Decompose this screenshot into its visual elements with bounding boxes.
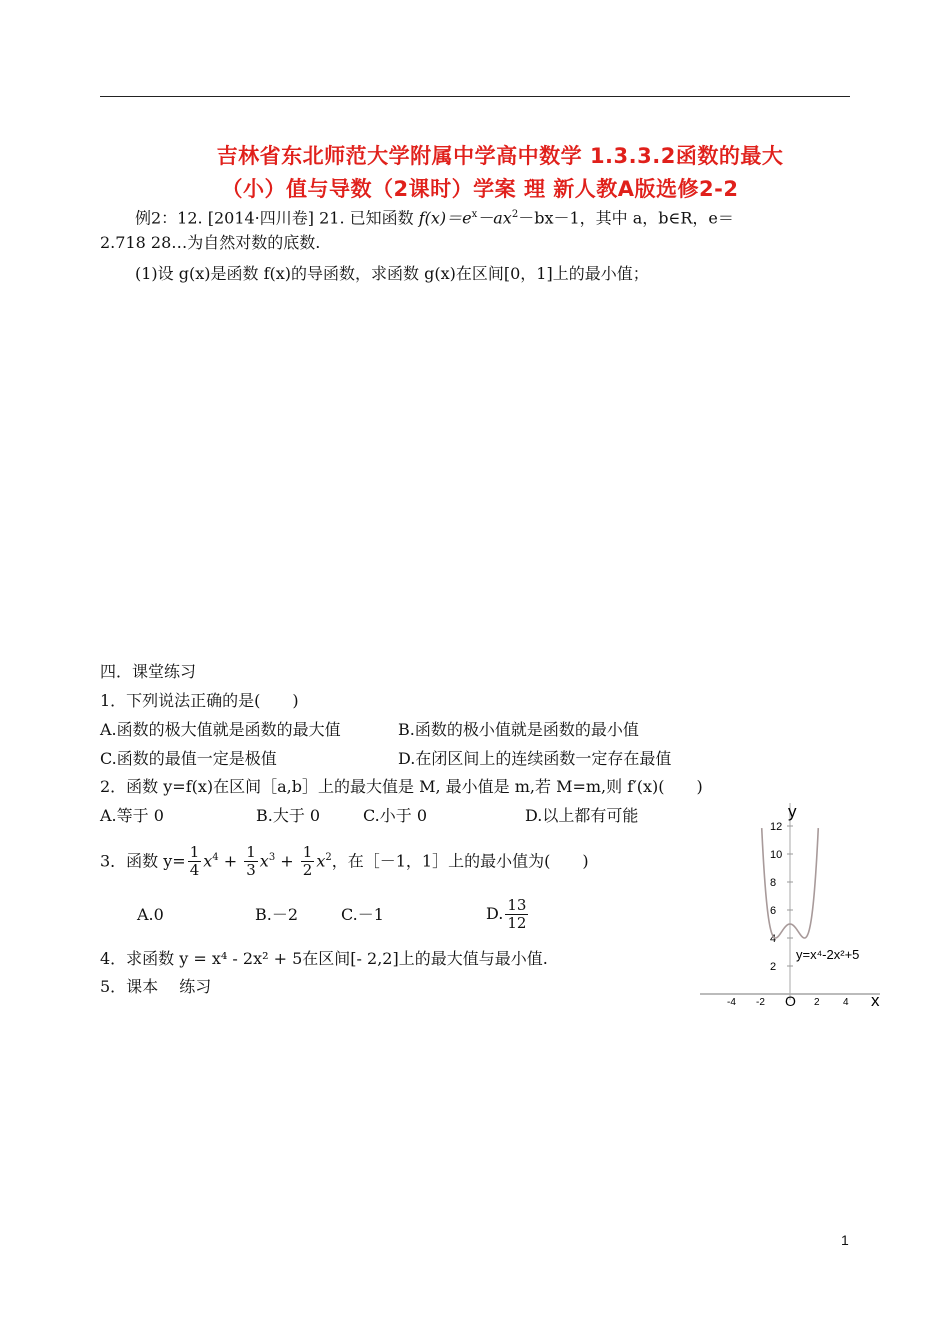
fraction-13-12: $\frac{13}{12}$: [507, 896, 527, 932]
q3-option-b: B.－2: [255, 905, 299, 924]
example-line1: 例2：12. [2014·四川卷] 21. 已知函数 $f(x)=e^x-ax^2-bx-1$，其中 a，b∈R，e＝: [135, 208, 734, 228]
x-tick-label: -4: [727, 997, 736, 1008]
q1-option-b: B.函数的极小值就是函数的最小值: [398, 720, 639, 739]
fraction-1-3: $\frac{1}{3}$: [246, 843, 256, 880]
q2-stem: 2．函数 y=f(x)在区间［a,b］上的最大值是 M, 最小值是 m,若 M=m,则 f′(x)( ): [100, 777, 703, 796]
q2-option-c: C.小于 0: [363, 806, 428, 825]
x-tick-label: 4: [843, 997, 849, 1008]
curve-label: y=x⁴-2x²+5: [796, 947, 860, 962]
graph-ticks: [727, 821, 849, 1008]
y-tick-label: 4: [770, 933, 777, 945]
q3-stem: 3．函数 y= $\frac{1}{4}$ $x^4$ + $\frac{1}{3}$ $x^3$ + $\frac{1}{2}$ $x^2$，在［－1，1］上的最小值为( ): [100, 843, 589, 880]
example-line2: 2.718 28…为自然对数的底数.: [100, 233, 321, 252]
doc-title-line1: 吉林省东北师范大学附属中学高中数学 1.3.3.2函数的最大: [216, 144, 784, 168]
fraction-1-2: $\frac{1}{2}$: [302, 843, 313, 880]
q3-option-a: A.0: [137, 905, 164, 924]
q1-option-a: A.函数的极大值就是函数的最大值: [100, 720, 341, 739]
origin-label: O: [785, 993, 796, 1009]
q1-option-d: D.在闭区间上的连续函数一定存在最值: [398, 749, 672, 768]
doc-title-line2: （小）值与导数（2课时）学案 理 新人教A版选修2-2: [221, 177, 739, 201]
x-tick-label: -2: [756, 997, 765, 1008]
fraction-1-4: $\frac{1}{4}$: [189, 843, 200, 880]
q3-option-c: C.－1: [341, 905, 384, 924]
q2-option-d: D.以上都有可能: [525, 806, 639, 825]
q2-option-b: B.大于 0: [256, 806, 321, 825]
x-axis-label: x: [871, 991, 880, 1010]
q3-option-d: D. $\frac{13}{12}$: [486, 896, 527, 932]
page-number: 1: [841, 1232, 849, 1248]
y-tick-label: 2: [770, 961, 777, 973]
header-rule: [100, 96, 850, 97]
q1-option-c: C.函数的最值一定是极值: [100, 749, 277, 768]
example-question1: (1)设 g(x)是函数 f(x)的导函数，求函数 g(x)在区间[0，1]上的最小值；: [135, 264, 649, 283]
y-tick-label: 6: [770, 905, 777, 917]
x-tick-label: 2: [814, 997, 820, 1008]
y-tick-label: 10: [770, 849, 783, 861]
q2-option-a: A.等于 0: [100, 806, 164, 825]
q1-stem: 1．下列说法正确的是( ): [100, 691, 299, 710]
q5-stem: 5．课本 练习: [100, 977, 212, 996]
y-tick-label: 12: [770, 821, 783, 833]
y-axis-label: y: [788, 802, 797, 821]
function-graph: [695, 795, 895, 1015]
section-heading: 四．课堂练习: [100, 662, 197, 681]
y-tick-label: 8: [770, 877, 777, 889]
q4-stem: 4．求函数 y = x⁴ - 2x² + 5在区间[- 2,2]上的最大值与最小值.: [100, 949, 548, 968]
